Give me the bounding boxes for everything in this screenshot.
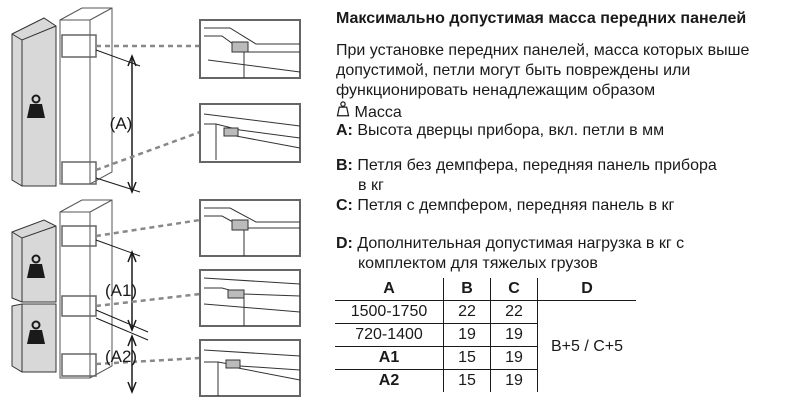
mass-icon	[336, 101, 350, 117]
installation-diagram	[0, 0, 320, 400]
table-header-b: B	[444, 278, 491, 301]
table-cell: 22	[444, 301, 491, 324]
table-cell: 1500-1750	[335, 301, 444, 324]
legend-c	[336, 196, 674, 216]
table-cell: 15	[444, 370, 491, 393]
table-cell: A1	[335, 347, 444, 370]
warning-line-1: При установке передних панелей, масса которых выше	[336, 42, 750, 59]
dimension-label-a2: (A2)	[104, 347, 138, 366]
detail-box-5	[200, 340, 300, 396]
legend-b	[336, 156, 717, 176]
table-header-d: D	[538, 278, 637, 301]
table-cell-d: B+5 / C+5	[550, 337, 624, 355]
table-header-a: A	[335, 278, 444, 301]
legend-mass-label: Масса	[354, 104, 402, 121]
legend-d	[336, 234, 684, 254]
legend-a-key: A:	[336, 122, 353, 139]
warning-line-2: допустимой, петли могут быть повреждены или	[336, 62, 691, 79]
legend-a	[336, 121, 664, 141]
legend-d-text-2: комплектом для тяжелых грузов	[358, 255, 598, 272]
table-cell: 22	[491, 301, 538, 324]
legend-a-text: Высота дверцы прибора, вкл. петли в мм	[357, 122, 665, 139]
table-row	[335, 301, 636, 324]
table-cell: 19	[491, 370, 538, 393]
legend-c-key: C:	[336, 197, 353, 214]
legend-b-text-1: Петля без демпфера, передняя панель прибора	[357, 157, 717, 174]
table-cell: 19	[491, 347, 538, 370]
table-cell: 19	[491, 324, 538, 347]
warning-line-3: функционировать ненадлежащим образом	[336, 82, 656, 99]
legend-b-text-2: в кг	[358, 177, 384, 194]
load-table	[335, 278, 636, 392]
detail-box-2	[200, 104, 300, 162]
legend-mass	[336, 101, 402, 123]
legend-d-key: D:	[336, 235, 353, 252]
detail-box-1	[200, 20, 300, 78]
table-header-c: C	[491, 278, 538, 301]
table-cell: 15	[444, 347, 491, 370]
table-cell: 720-1400	[335, 324, 444, 347]
legend-b-key: B:	[336, 157, 353, 174]
legend-c-text: Петля с демпфером, передняя панель в кг	[357, 197, 675, 214]
dimension-label-a1: (A1)	[104, 281, 138, 300]
legend-d-text-1: Дополнительная допустимая нагрузка в кг с	[357, 235, 685, 252]
page-title: Максимально допустимая масса передних панелей	[336, 10, 747, 27]
table-cell: A2	[335, 370, 444, 393]
table-cell: 19	[444, 324, 491, 347]
dimension-label-a: (A)	[109, 114, 133, 133]
